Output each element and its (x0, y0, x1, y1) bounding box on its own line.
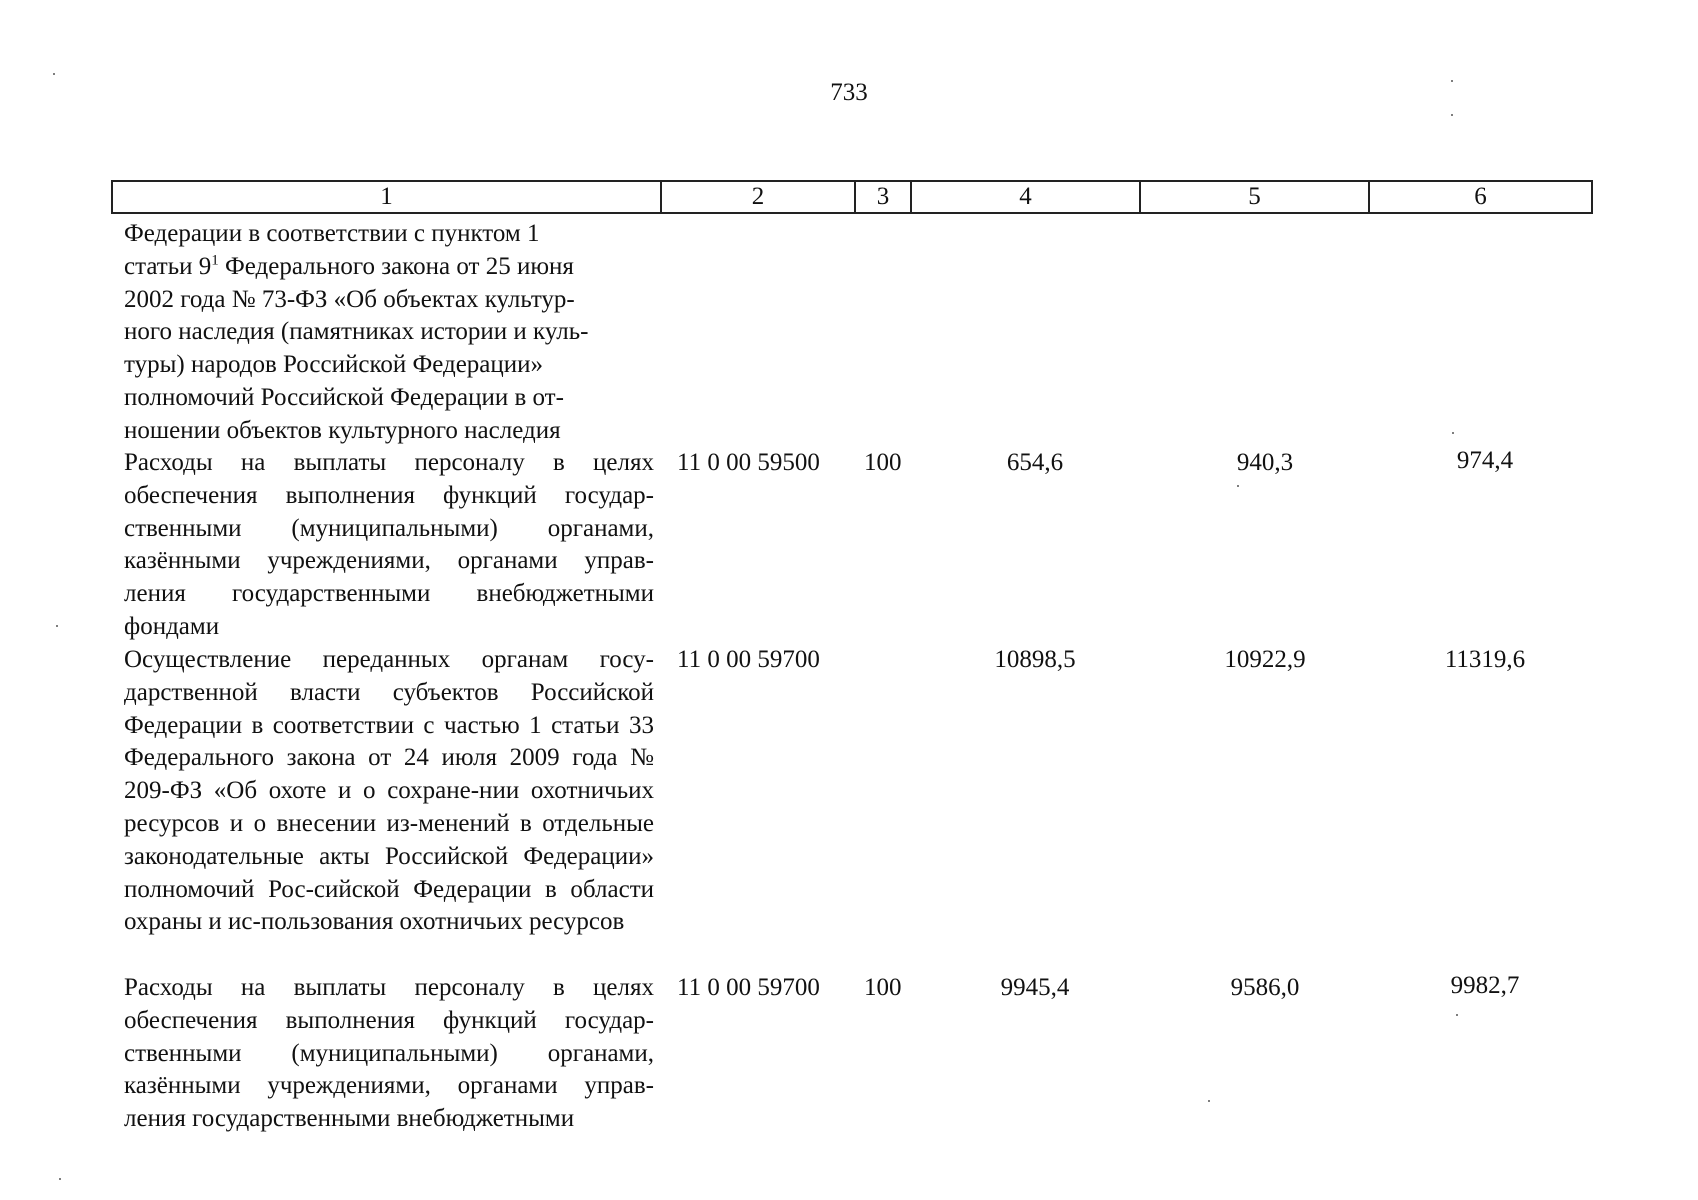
description-line: Федерации в соответствии с пунктом 1 (124, 220, 540, 247)
description-line: статьи 9 (124, 252, 212, 280)
scan-speck (1452, 432, 1454, 434)
superscript: 1 (211, 252, 219, 269)
row-value-5: 9586,0 (1230, 974, 1300, 1001)
scan-speck (1451, 114, 1453, 116)
scan-speck (53, 73, 55, 75)
scan-speck (56, 625, 58, 627)
row-code: 11 0 00 59700 (677, 646, 820, 673)
row-value-4: 10898,5 (994, 646, 1076, 673)
table-header (111, 180, 1593, 214)
scan-speck (1451, 80, 1453, 82)
row-value-6: 9982,7 (1450, 972, 1520, 999)
header-col-3: 3 (855, 181, 911, 213)
row-value-6: 11319,6 (1444, 646, 1526, 673)
header-col-4: 4 (911, 181, 1140, 213)
header-col-6: 6 (1369, 181, 1592, 213)
row-expense-type: 100 (864, 974, 902, 1001)
row-description: Расходы на выплаты персоналу в целях обеспечения выполнения функций государ-ственными (муниципальными) органами, казёнными учреждениями, органами управ-ления государственными внебюджетными (124, 974, 654, 1133)
row-value-4: 654,6 (1006, 449, 1064, 476)
page-number: 733 (830, 79, 868, 106)
row-value-5: 10922,9 (1224, 646, 1306, 673)
scan-speck (59, 1178, 61, 1180)
row-description (124, 218, 654, 448)
row-value-6: 974,4 (1456, 447, 1514, 474)
description-line: 2002 года № 73-ФЗ «Об объектах культур- (124, 285, 575, 313)
description-line: ного наследия (памятниках истории и куль- (124, 318, 589, 346)
scan-speck (1208, 1100, 1210, 1102)
scan-speck (1456, 1014, 1458, 1016)
header-col-1: 1 (112, 181, 661, 213)
scan-speck (1237, 485, 1239, 487)
row-code: 11 0 00 59700 (677, 974, 820, 1001)
description-line: ношении объектов культурного наследия (124, 416, 561, 444)
header-col-5: 5 (1140, 181, 1369, 213)
row-code: 11 0 00 59500 (677, 449, 820, 476)
row-value-5: 940,3 (1236, 449, 1294, 476)
row-description: Осуществление переданных органам госу-дарственной власти субъектов Российской Федерации в соответствии с частью 1 статьи 33 Федерального закона от 24 июля 2009 года № 209-ФЗ «Об охоте и о сохране-нии охотничьих ресурсов и о внесении из-менений в отдельные законодательные акты Российской Федерации» полномочий Рос-сийской Федерации в области охраны и ис-пользования охотничьих ресурсов (124, 646, 654, 936)
row-value-4: 9945,4 (1000, 974, 1070, 1001)
row-expense-type: 100 (864, 449, 902, 476)
description-line: туры) народов Российской Федерации» (124, 351, 544, 379)
header-row (112, 181, 1592, 213)
header-col-2: 2 (661, 181, 855, 213)
description-line: Федерального закона от 25 июня (218, 252, 574, 280)
description-line: полномочий Российской Федерации в от- (124, 383, 564, 411)
row-description: Расходы на выплаты персоналу в целях обеспечения выполнения функций государ-ственными (муниципальными) органами, казёнными учреждениями, органами управ-ления государственными внебюджетными фондами (124, 449, 654, 640)
